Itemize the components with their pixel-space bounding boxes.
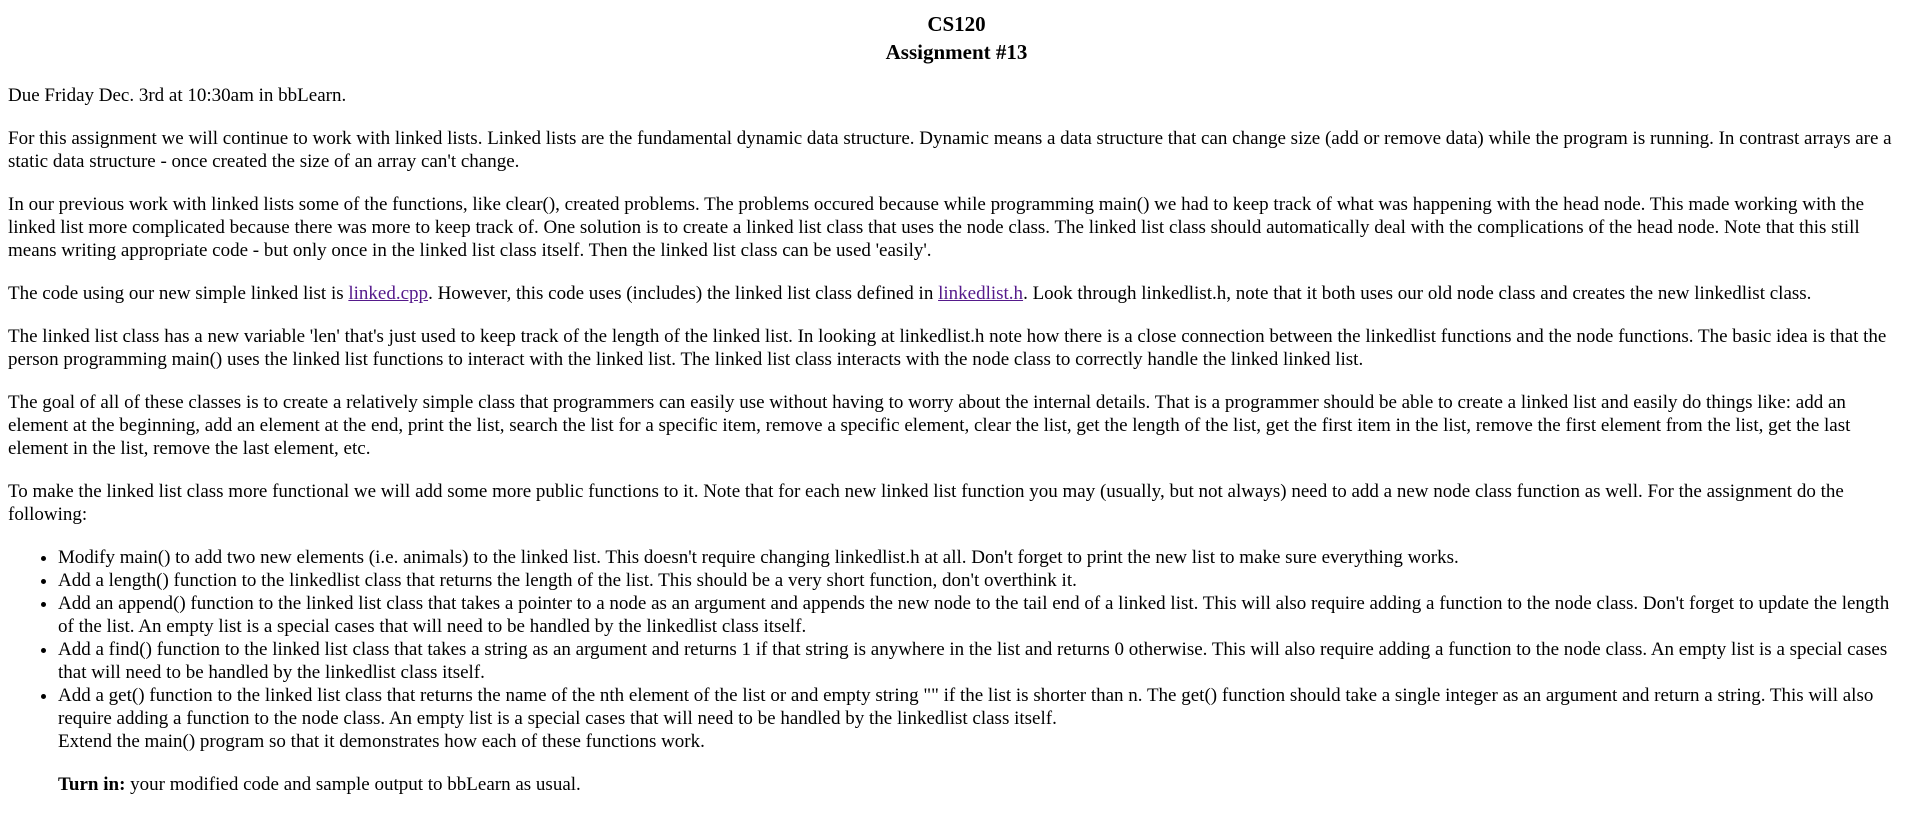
course-title: CS120 [927,12,986,36]
list-item: • Modify main() to add two new elements (i.e. animals) to the linked list. This doesn't require changing linkedlist.h at all. Don't forget to print the new list to make sure everything works. [58,546,1905,569]
list-item [58,684,1905,796]
page-title [8,10,1905,66]
instructions-paragraph: To make the linked list class more functional we will add some more public functions to it. Note that for each new linked list function you may (usually, but not always) need to add a new node class function as well. For the assignment do the following: [8,481,1844,525]
get-task-text: Add a get() function to the linked list class that returns the name of the nth element of the list or and empty string "" if the list is shorter than n. The get() function should take a single integer as an argument and return a string. This will also require adding a function to the node class. An empty list is a special cases that will need to be handled by the linkedlist class itself. [58,685,1874,729]
list-item: • Add a find() function to the linked list class that takes a string as an argument and returns 1 if that string is anywhere in the list and returns 0 otherwise. This will also require adding a function to the node class. An empty list is a special cases that will need to be handled by the linkedlist class itself. [58,638,1905,684]
due-date: Due Friday Dec. 3rd at 10:30am in bbLearn. [8,85,347,106]
linked-cpp-link[interactable]: linked.cpp [348,283,429,304]
code-files-text-2: . However, this code uses (includes) the linked list class defined in [428,283,939,304]
code-files-text-3: . Look through linkedlist.h, note that it both uses our old node class and creates the new linkedlist class. [1023,283,1812,304]
goal-paragraph: The goal of all of these classes is to create a relatively simple class that programmers can easily use without having to worry about the internal details. That is a programmer should be able to create a linked list and easily do things like: add an element at the beginning, add an element at the end, print the list, search the list for a specific item, remove a specific element, clear the list, get the length of the list, get the first item in the list, remove the first element from the list, get the last element in the list, remove the last element, etc. [8,392,1851,459]
task-list [8,546,1905,796]
list-item: • Add an append() function to the linked list class that takes a pointer to a node as an argument and appends the new node to the tail end of a linked list. This will also require adding a function to the node class. Don't forget to update the length of the list. An empty list is a special cases that will need to be handled by the linkedlist class itself. [58,592,1905,638]
previous-work-paragraph: In our previous work with linked lists some of the functions, like clear(), created problems. The problems occured because while programming main() we had to keep track of what was happening with the head node. This made working with the linked list more complicated because there was more to keep track of. One solution is to create a linked list class that uses the node class. The linked list class should automatically deal with the complications of the head node. Note that this still means writing appropriate code - but only once in the linked list class itself. Then the linked list class can be used 'easily'. [8,194,1865,261]
linkedlist-h-link[interactable]: linkedlist.h [938,283,1024,304]
code-files-paragraph [8,282,1905,305]
turn-in [58,773,1905,796]
intro-paragraph: For this assignment we will continue to work with linked lists. Linked lists are the fundamental dynamic data structure. Dynamic means a data structure that can change size (add or remove data) while the program is running. In contrast arrays are a static data structure - once created the size of an array can't change. [8,128,1892,172]
len-variable-paragraph: The linked list class has a new variable 'len' that's just used to keep track of the length of the linked list. In looking at linkedlist.h note how there is a close connection between the linkedlist functions and the node functions. The basic idea is that the person programming main() uses the linked list functions to interact with the linked list. The linked list class interacts with the node class to correctly handle the linked linked list. [8,326,1887,370]
list-item: • Add a length() function to the linkedlist class that returns the length of the list. This should be a very short function, don't overthink it. [58,569,1905,592]
turn-in-text: your modified code and sample output to bbLearn as usual. [125,774,581,795]
code-files-text-1: The code using our new simple linked list is [8,283,349,304]
extend-main-text: Extend the main() program so that it demonstrates how each of these functions work. [58,731,705,752]
assignment-title: Assignment #13 [885,40,1028,64]
turn-in-label: Turn in: [58,774,126,795]
